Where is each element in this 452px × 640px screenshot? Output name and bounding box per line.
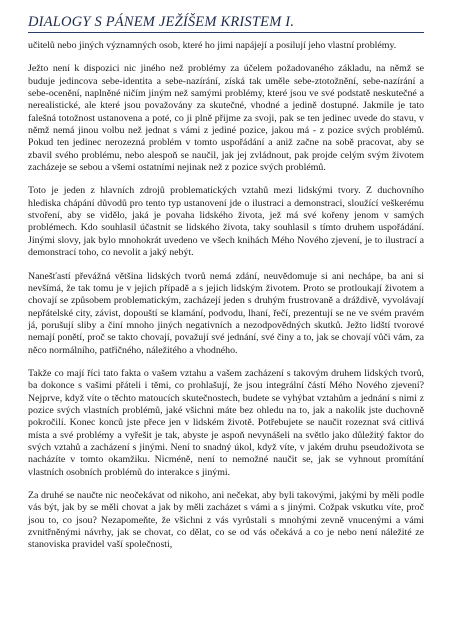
- page-header: [28, 14, 424, 33]
- document-body: [28, 40, 424, 563]
- paragraph: Za druhé se naučte nic neočekávat od nikoho, ani nečekat, aby byli takovými, jakými by měli podle vás být, jak by se měli chovat a jak by měli zacházet s vámi a s jinými. Cožpak vskutku víte, proč jsou to, co jsou? Nezapomeňte, že všichni z vás vyrůstali s mnohými zevně vnucenými a vámi zvnitřněnými návrhy, jak se chovat, co dělat, co se od vás očekává a co je nebo není náležité ze stanoviska pravidel vaší společnosti,: [28, 490, 424, 551]
- paragraph: Takže co mají říci tato fakta o vašem vztahu a vašem zacházení s takovým druhem lidských tvorů, ba dokonce s vašimi přáteli i těmi, co prohlašují, že jsou integrální částí Mého Nového zjevení? Nejprve, když víte o těchto matoucích skutečnostech, budete se vyhýbat vztahům a jednání s nimi z pozice svých vlastních problémů, jaké všichni máte bez ohledu na to, jak a nakolik jste duchovně pokročilí. Konec konců jste přece jen v lidském životě. Potřebujete se naučit rozeznat svá citlivá místa a své problémy a vyřešit je tak, abyste je aspoň nevynášeli na světlo jako důležitý faktor do svých vztahů a zacházení s jinými. Není to snadný úkol, když víte, v jakém druhu pseudoživota se nacházíte v tomto okamžiku. Nicméně, není to nemožné naučit se, jak se vyhnout promítání vlastních osobních problémů do interakce s jinými.: [28, 367, 424, 478]
- paragraph: Nanešťastí převážná většina lidských tvorů nemá zdání, neuvědomuje si ani nechápe, ba ani si nevšímá, že tak tomu je v jejich případě a s jejich lidským životem. Proto se protloukají životem a chovají se způsobem problematickým, zacházejí jeden s druhým frustrovaně a dráždivě, vyvolávají nepřátelské city, závist, dopouští se klamání, podvodu, lhaní, řečí, prezentují se ne ve svém pravém já, porušují sliby a činí mnoho jiných negativních a nezodpovědných skutků. Ježto lidští tvorové nemají ponětí, proč se takto chovají, považují své jednání, své činy a to, jak se chovají vůči vám, za něco normálního, patřičného, náležitého a vhodného.: [28, 270, 424, 356]
- book-title: DIALOGY S PÁNEM JEŽÍŠEM KRISTEM I.: [28, 14, 295, 30]
- paragraph: Toto je jeden z hlavních zdrojů problematických vztahů mezi lidskými tvory. Z duchovního hlediska chápání důvodů pro tento typ ustanovení jde o ilustraci a demonstraci, sloužící veškerému stvoření, aby se vidělo, jaká je povaha lidského života, jež má své kořeny jenom v samých problémech. Kdo souhlasil účastnit se lidského života, taky souhlasil s tímto druhem uspořádání. Jinými slovy, jak bylo mnohokrát uvedeno ve všech knihách Mého Nového zjevení, je to ilustrací a demonstrací toho, co nevolit a jaký nebýt.: [28, 185, 424, 259]
- paragraph: učitelů nebo jiných významných osob, které ho jimi napájejí a posilují jeho vlastní problémy.: [28, 40, 397, 51]
- paragraph: Ježto není k dispozici nic jiného než problémy za účelem požadovaného základu, na němž se buduje jedincova sebe-identita a sebe-nazírání, získá tak uměle sebe-ztotožnění, sebe-nazírání a sebe-ocenění, naplněné ničím jiným než samými problémy, které jsou ve své podstatě neskutečné a nerealistické, ale které jsou považovány za skutečné, vhodné a jedině dostupné. Jakmile je tato falešná totožnost ustanovena a poté, co ji plně přijme za svoji, pak se ten jedinec uvede do stavu, v němž nemá jinou volbu než jednat s vámi z jediné pozice, jakou má - z pozice svých problémů. Pokud ten jedinec nerozezná problém v tomto uspořádání a aniž začne na sobě pracovat, aby se zbavil svého problému, nebo alespoň se naučil, jak jej zvládnout, pak projde celým svým životem zacházeje se sebou a všemi ostatními nejinak než z pozice svých problémů.: [28, 63, 424, 174]
